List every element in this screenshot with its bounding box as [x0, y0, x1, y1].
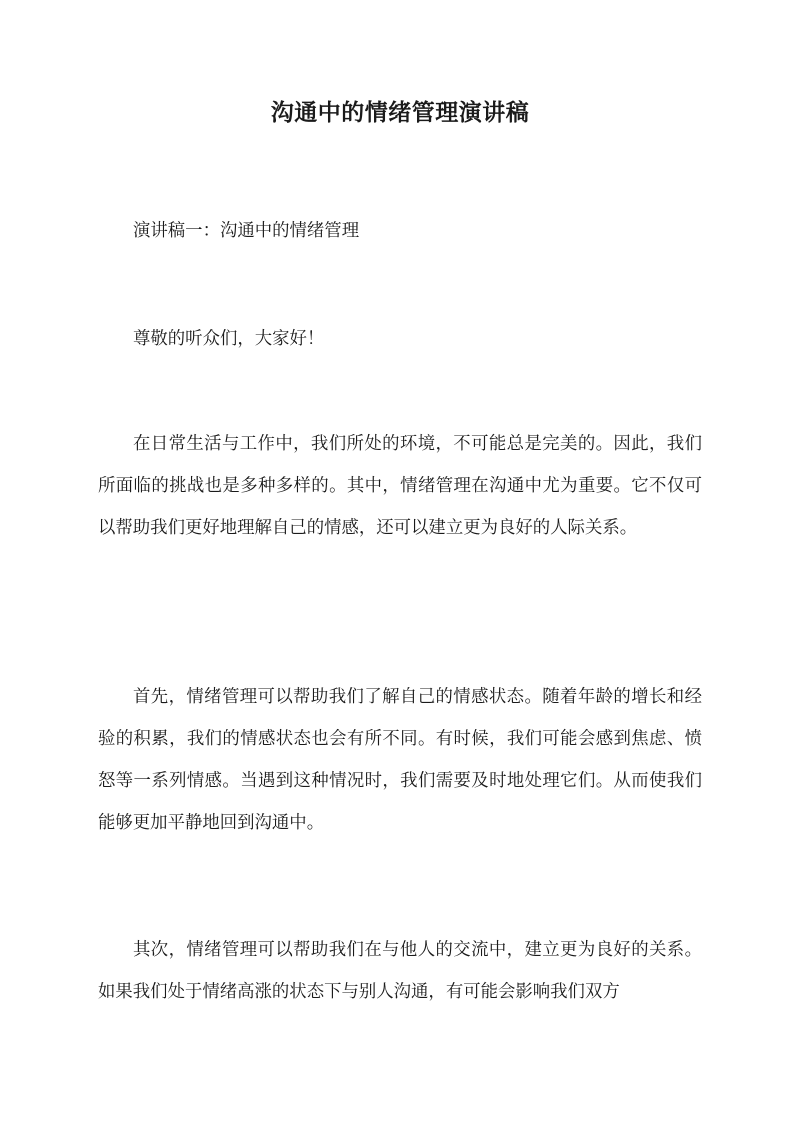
- greeting-paragraph: 尊敬的听众们，大家好！: [133, 329, 325, 349]
- speech-subtitle: 演讲稿一：沟通中的情绪管理: [133, 221, 360, 241]
- document-title: 沟通中的情绪管理演讲稿: [270, 99, 530, 126]
- body-paragraph-1: 在日常生活与工作中，我们所处的环境，不可能总是完美的。因此，我们所面临的挑战也是多种多样的。其中，情绪管理在沟通中尤为重要。它不仅可以帮助我们更好地理解自己的情感，还可以建立更为良好的人际关系。: [98, 434, 702, 538]
- body-paragraph-3: 其次，情绪管理可以帮助我们在与他人的交流中，建立更为良好的关系。如果我们处于情绪高涨的状态下与别人沟通，有可能会影响我们双方: [98, 940, 702, 1002]
- body-paragraph-2: 首先，情绪管理可以帮助我们了解自己的情感状态。随着年龄的增长和经验的积累，我们的情感状态也会有所不同。有时候，我们可能会感到焦虑、愤怒等一系列情感。当遇到这种情况时，我们需要及时地处理它们。从而使我们能够更加平静地回到沟通中。: [98, 687, 702, 833]
